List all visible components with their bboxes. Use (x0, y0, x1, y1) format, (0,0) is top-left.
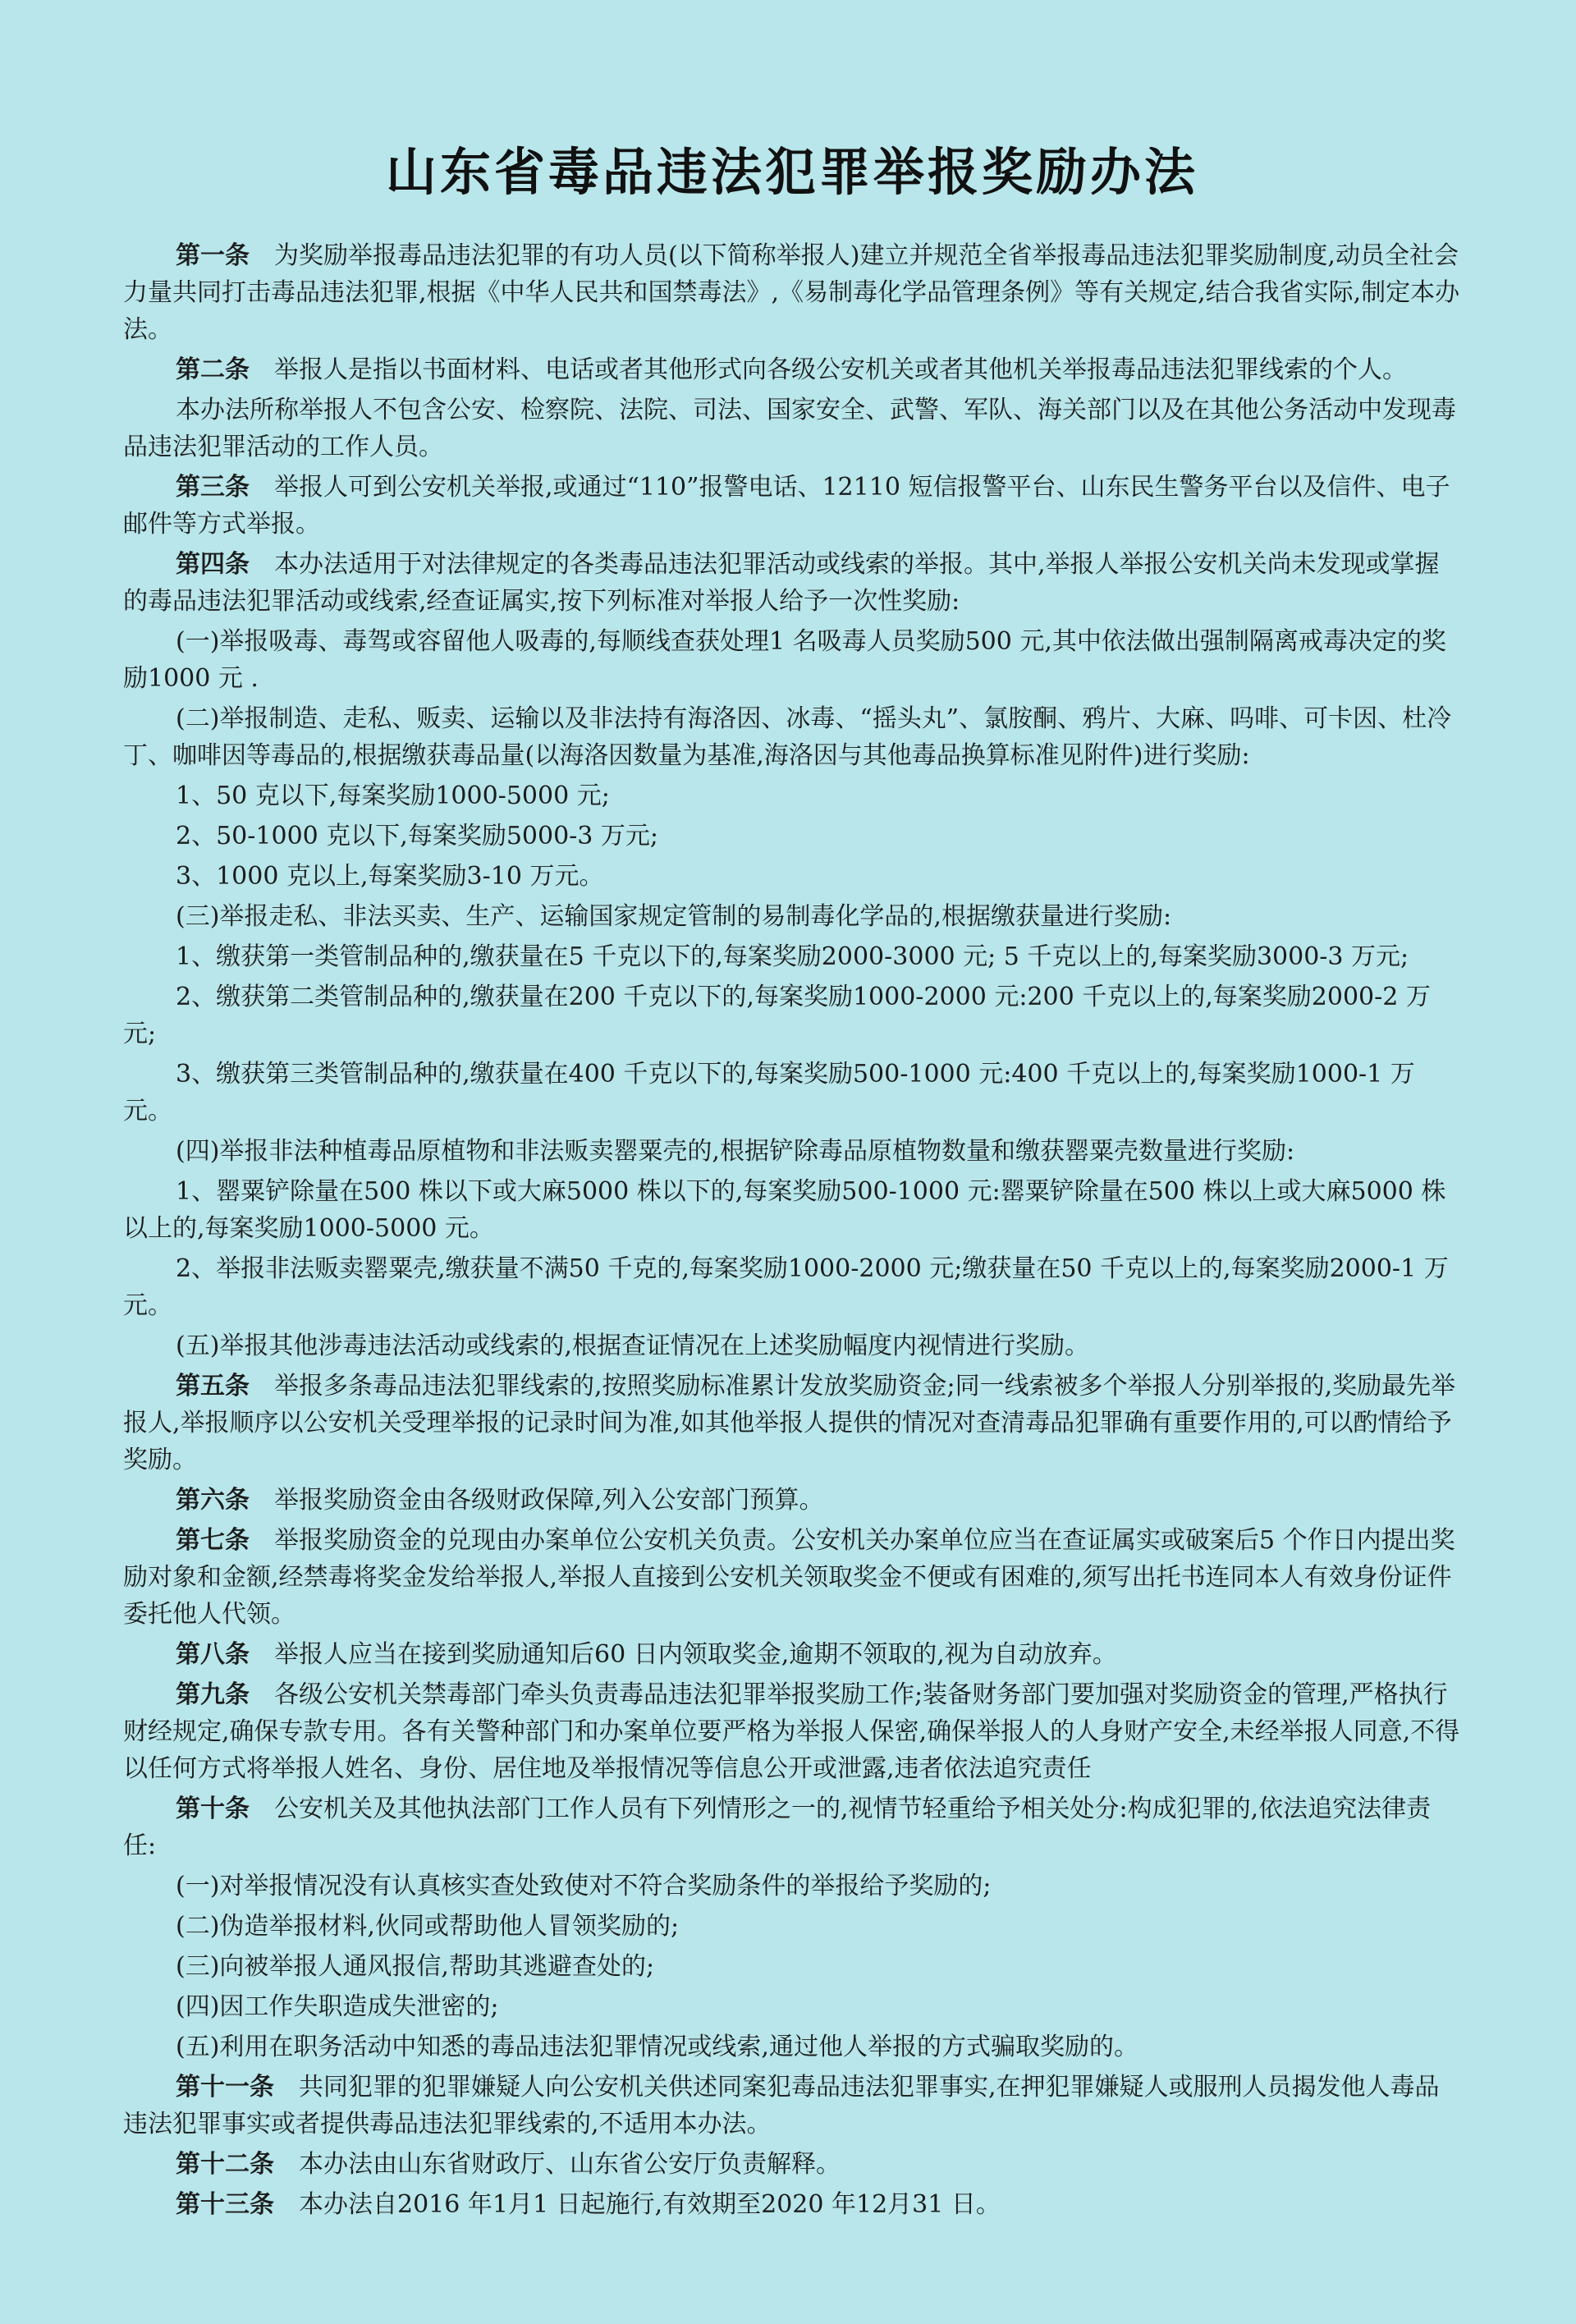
list-item (123, 1868, 1461, 1905)
paragraph-text: 本办法适用于对法律规定的各类毒品违法犯罪活动或线索的举报。其中,举报人举报公安机关尚未发现或掌握的毒品违法犯罪活动或线索,经查证属实,按下列标准对举报人给予一次性奖励: (123, 550, 1440, 616)
sub-item (123, 1056, 1461, 1130)
list-item (123, 1988, 1461, 2025)
article-paragraph (123, 1522, 1461, 1633)
sub-item (123, 777, 1461, 814)
paragraph-text: 2、缴获第二类管制品种的,缴获量在200 千克以下的,每案奖励1000-2000 元:200 千克以上的,每案奖励2000-2 万元; (123, 983, 1431, 1048)
article-label: 第二条 (176, 355, 250, 384)
article-paragraph (123, 469, 1461, 543)
article-label: 第五条 (176, 1372, 250, 1400)
paragraph (123, 392, 1461, 465)
paragraph-text: 举报多条毒品违法犯罪线索的,按照奖励标准累计发放奖励资金;同一线索被多个举报人分别举报的,奖励最先举报人,举报顺序以公安机关受理举报的记录时间为准,如其他举报人提供的情况对查清毒品犯罪确有重要作用的,可以酌情给予奖励。 (123, 1372, 1456, 1474)
paragraph-text: (三)举报走私、非法买卖、生产、运输国家规定管制的易制毒化学品的,根据缴获量进行奖励: (176, 902, 1172, 931)
article-label: 第四条 (176, 550, 250, 579)
article-paragraph (123, 1676, 1461, 1787)
document-title: 山东省毒品违法犯罪举报奖励办法 (385, 142, 1198, 202)
paragraph-text: 举报人应当在接到奖励通知后60 日内领取奖金,逾期不领取的,视为自动放弃。 (274, 1640, 1117, 1669)
article-label: 第十一条 (176, 2073, 274, 2102)
paragraph-text: 2、举报非法贩卖罂粟壳,缴获量不满50 千克的,每案奖励1000-2000 元;缴获量在50 千克以上的,每案奖励2000-1 万元。 (123, 1254, 1449, 1320)
paragraph-text: 1、缴获第一类管制品种的,缴获量在5 千克以下的,每案奖励2000-3000 元; 5 千克以上的,每案奖励3000-3 万元; (176, 942, 1409, 971)
paragraph-text: (一)对举报情况没有认真核实查处致使对不符合奖励条件的举报给予奖励的; (176, 1872, 992, 1900)
paragraph-text: (五)利用在职务活动中知悉的毒品违法犯罪情况或线索,通过他人举报的方式骗取奖励的。 (176, 2033, 1138, 2061)
list-item (123, 2028, 1461, 2065)
article-paragraph (123, 2146, 1461, 2183)
paragraph-text: 1、罂粟铲除量在500 株以下或大麻5000 株以下的,每案奖励500-1000 元:罂粟铲除量在500 株以上或大麻5000 株以上的,每案奖励1000-5000 元。 (123, 1177, 1446, 1243)
article-label: 第六条 (176, 1486, 250, 1515)
paragraph-text: 共同犯罪的犯罪嫌疑人向公安机关供述同案犯毒品违法犯罪事实,在押犯罪嫌疑人或服刑人员揭发他人毒品违法犯罪事实或者提供毒品违法犯罪线索的,不适用本办法。 (123, 2073, 1440, 2138)
list-item (123, 1908, 1461, 1945)
document-body (123, 237, 1461, 2223)
list-item (123, 700, 1461, 774)
article-label: 第十条 (176, 1795, 250, 1823)
sub-item (123, 979, 1461, 1052)
article-paragraph (123, 1636, 1461, 1673)
list-item (123, 1133, 1461, 1170)
article-label: 第九条 (176, 1680, 250, 1709)
paragraph-text: 各级公安机关禁毒部门牵头负责毒品违法犯罪举报奖励工作;装备财务部门要加强对奖励资金的管理,严格执行财经规定,确保专款专用。各有关警种部门和办案单位要严格为举报人保密,确保举报人的人身财产安全,未经举报人同意,不得以任何方式将举报人姓名、身份、居住地及举报情况等信息公开或泄露,违者依法追究责任 (123, 1680, 1460, 1783)
article-paragraph (123, 2186, 1461, 2223)
paragraph-text: (二)伪造举报材料,伙同或帮助他人冒领奖励的; (176, 1912, 680, 1941)
article-paragraph (123, 1482, 1461, 1519)
paragraph-text: 举报人是指以书面材料、电话或者其他形式向各级公安机关或者其他机关举报毒品违法犯罪线索的个人。 (274, 355, 1407, 384)
article-paragraph (123, 546, 1461, 620)
article-paragraph (123, 351, 1461, 388)
paragraph-text: (三)向被举报人通风报信,帮助其逃避查处的; (176, 1952, 655, 1981)
article-label: 第十三条 (176, 2190, 274, 2219)
sub-item (123, 818, 1461, 855)
paragraph-text: (四)因工作失职造成失泄密的; (176, 1992, 499, 2021)
sub-item (123, 1173, 1461, 1247)
paragraph-text: 为奖励举报毒品违法犯罪的有功人员(以下简称举报人)建立并规范全省举报毒品违法犯罪奖励制度,动员全社会力量共同打击毒品违法犯罪,根据《中华人民共和国禁毒法》,《易制毒化学品管理条例》等有关规定,结合我省实际,制定本办法。 (123, 241, 1460, 344)
paragraph-text: 2、50-1000 克以下,每案奖励5000-3 万元; (176, 822, 659, 850)
list-item (123, 1327, 1461, 1364)
sub-item (123, 938, 1461, 975)
paragraph-text: 举报奖励资金由各级财政保障,列入公安部门预算。 (274, 1486, 824, 1515)
article-label: 第三条 (176, 473, 250, 502)
paragraph-text: 3、缴获第三类管制品种的,缴获量在400 千克以下的,每案奖励500-1000 元:400 千克以上的,每案奖励1000-1 万元。 (123, 1060, 1415, 1125)
article-label: 第七条 (176, 1526, 250, 1555)
list-item (123, 898, 1461, 935)
list-item (123, 1948, 1461, 1985)
article-label: 第八条 (176, 1640, 250, 1669)
article-label: 第一条 (176, 241, 250, 270)
paragraph-text: (五)举报其他涉毒违法活动或线索的,根据查证情况在上述奖励幅度内视情进行奖励。 (176, 1332, 1089, 1360)
paragraph-text: 本办法由山东省财政厅、山东省公安厅负责解释。 (299, 2150, 841, 2179)
article-label: 第十二条 (176, 2150, 274, 2179)
article-paragraph (123, 2069, 1461, 2143)
list-item (123, 623, 1461, 697)
article-paragraph (123, 1790, 1461, 1864)
paragraph-text: 举报奖励资金的兑现由办案单位公安机关负责。公安机关办案单位应当在查证属实或破案后5 个作日内提出奖励对象和金额,经禁毒将奖金发给举报人,举报人直接到公安机关领取奖金不便或有困难的,须写出托书连同本人有效身份证件委托他人代领。 (123, 1526, 1455, 1629)
paragraph-text: (四)举报非法种植毒品原植物和非法贩卖罂粟壳的,根据铲除毒品原植物数量和缴获罂粟壳数量进行奖励: (176, 1137, 1295, 1166)
paragraph-text: 举报人可到公安机关举报,或通过“110”报警电话、12110 短信报警平台、山东民生警务平台以及信件、电子邮件等方式举报。 (123, 473, 1450, 539)
paragraph-text: 本办法自2016 年1月1 日起施行,有效期至2020 年12月31 日。 (299, 2190, 1001, 2219)
paragraph-text: (一)举报吸毒、毒驾或容留他人吸毒的,每顺线查获处理1 名吸毒人员奖励500 元,其中依法做出强制隔离戒毒决定的奖励1000 元 . (123, 627, 1446, 693)
sub-item (123, 858, 1461, 895)
paragraph-text: 1、50 克以下,每案奖励1000-5000 元; (176, 782, 610, 810)
paragraph-text: 公安机关及其他执法部门工作人员有下列情形之一的,视情节轻重给予相关处分:构成犯罪的,依法追究法律责任: (123, 1795, 1432, 1860)
article-paragraph (123, 237, 1461, 348)
article-paragraph (123, 1368, 1461, 1478)
paragraph-text: (二)举报制造、走私、贩卖、运输以及非法持有海洛因、冰毒、“摇头丸”、氯胺酮、鸦片、大麻、吗啡、可卡因、杜冷丁、咖啡因等毒品的,根据缴获毒品量(以海洛因数量为基准,海洛因与其他毒品换算标准见附件)进行奖励: (123, 704, 1452, 770)
sub-item (123, 1250, 1461, 1324)
paragraph-text: 本办法所称举报人不包含公安、检察院、法院、司法、国家安全、武警、军队、海关部门以及在其他公务活动中发现毒品违法犯罪活动的工作人员。 (123, 396, 1456, 461)
paragraph-text: 3、1000 克以上,每案奖励3-10 万元。 (176, 862, 604, 891)
